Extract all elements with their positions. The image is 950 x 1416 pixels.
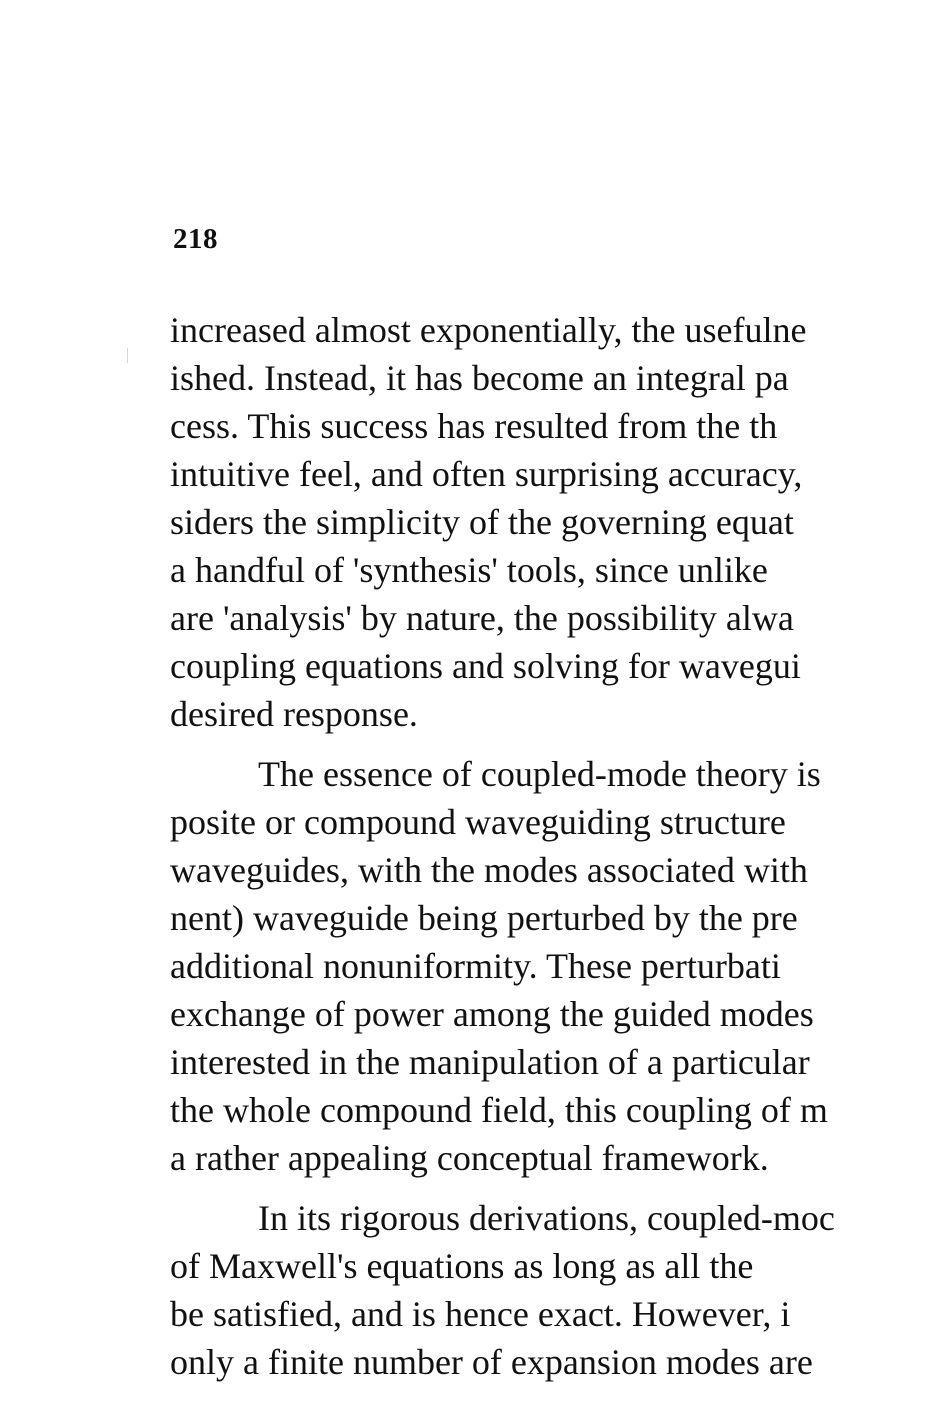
text-line: cess. This success has resulted from the th [170,406,778,446]
text-line: are 'analysis' by nature, the possibility alwa [170,598,794,638]
text-line: exchange of power among the guided modes [170,994,814,1034]
page-number: 218 [173,223,218,255]
text-line: only a finite number of expansion modes are [170,1342,813,1382]
text-line: waveguides, with the modes associated with [170,850,808,890]
paragraph-2 [170,750,950,1182]
text-line: desired response. [170,694,418,734]
text-line: nent) waveguide being perturbed by the pre [170,898,798,938]
text-line: be satisfied, and is hence exact. However, i [170,1294,791,1334]
body-text [170,306,950,1386]
text-line: siders the simplicity of the governing equat [170,502,794,542]
text-line: of Maxwell's equations as long as all the [170,1246,754,1286]
text-line: additional nonuniformity. These perturbati [170,946,781,986]
text-line: a rather appealing conceptual framework. [170,1138,769,1178]
text-line: The essence of coupled-mode theory is [258,754,821,794]
margin-mark [127,348,128,363]
text-line: increased almost exponentially, the usefulne [170,310,807,350]
text-line: the whole compound field, this coupling of m [170,1090,828,1130]
text-line: In its rigorous derivations, coupled-moc [258,1198,835,1238]
text-line: coupling equations and solving for wavegui [170,646,801,686]
text-line: posite or compound waveguiding structure [170,802,786,842]
text-line: intuitive feel, and often surprising accuracy, [170,454,803,494]
text-line: interested in the manipulation of a particular [170,1042,810,1082]
paragraph-1 [170,306,950,738]
paragraph-3 [170,1194,950,1386]
text-line: a handful of 'synthesis' tools, since unlike [170,550,768,590]
text-line: ished. Instead, it has become an integral pa [170,358,789,398]
